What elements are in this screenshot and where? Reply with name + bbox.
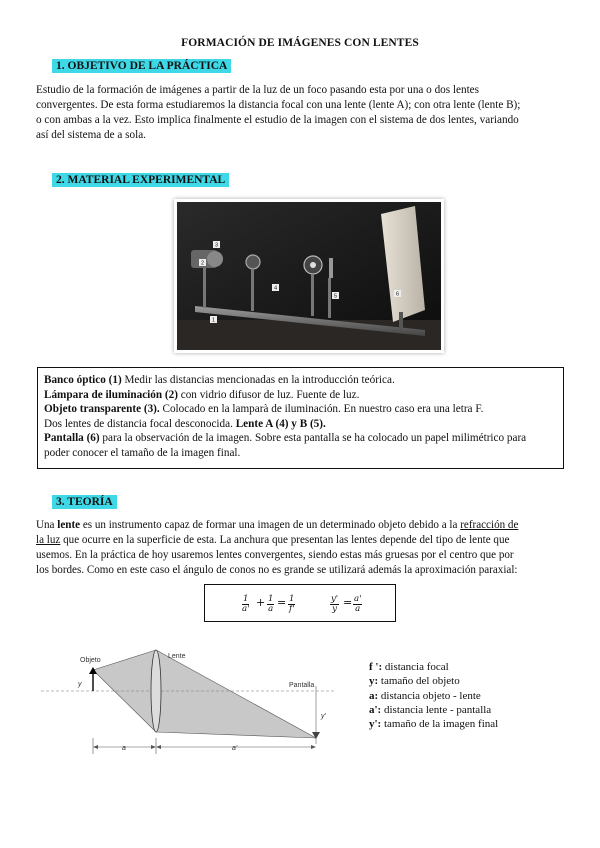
photo-label-5: 5 bbox=[334, 293, 338, 300]
label-a-prime: a' bbox=[232, 745, 238, 752]
variable-legend bbox=[369, 660, 498, 731]
frac-1-over-a-prime: $\frac{1}{a'}$ bbox=[242, 594, 250, 614]
frac-1-over-f-prime: $\frac{1}{f'}$ bbox=[288, 594, 295, 614]
lens-shape bbox=[151, 650, 161, 732]
page-title: FORMACIÓN DE IMÁGENES CON LENTES bbox=[181, 37, 419, 49]
teoria-paragraph bbox=[36, 518, 564, 578]
luz-link[interactable]: la luz bbox=[36, 534, 61, 546]
photo-label-3: 3 bbox=[215, 242, 219, 249]
teoria-line: la luz que ocurre en la superficie de esta. La anchura que presentan las lentes depende del tipo de lente que bbox=[36, 534, 510, 546]
optical-bench-illustration bbox=[177, 202, 441, 350]
legend-item: a: distancia objeto - lente bbox=[369, 689, 481, 702]
material-item: Lámpara de iluminación (2) con vidrio difusor de luz. Fuente de luz. bbox=[44, 388, 360, 401]
frac-y-prime-over-y: $\frac{y'}{y}$ bbox=[331, 594, 339, 614]
material-item: Pantalla (6) para la observación de la imagen. Sobre esta pantalla se ha colocado un papel milimétrico para bbox=[44, 432, 527, 445]
objetivo-line: Estudio de la formación de imágenes a partir de la luz de un foco pasando esta por una o dos lentes bbox=[36, 84, 480, 96]
label-y-prime: y' bbox=[321, 713, 326, 720]
label-y: y bbox=[78, 681, 82, 688]
objetivo-paragraph bbox=[36, 83, 564, 143]
material-item: poder conocer el tamaño de la imagen final. bbox=[44, 446, 241, 459]
label-lente: Lente bbox=[168, 653, 186, 660]
objetivo-line: así del sistema de a sola. bbox=[36, 129, 146, 141]
material-item: Dos lentes de distancia focal desconocida. Lente A (4) y B (5). bbox=[44, 417, 326, 430]
legend-item: a': distancia lente - pantalla bbox=[369, 703, 492, 716]
photo-label-6: 6 bbox=[396, 291, 400, 298]
legend-item: f ': distancia focal bbox=[369, 661, 449, 673]
material-list-box bbox=[37, 367, 564, 469]
image-ray-cone bbox=[156, 650, 316, 738]
photo-label-2: 2 bbox=[201, 260, 205, 267]
objetivo-line: o con ambas a la vez. Esto implica finalmente el estudio de la imagen con el sistema de dos lentes, variando bbox=[36, 114, 519, 126]
photo-label-1: 1 bbox=[212, 317, 216, 324]
photo-label-4: 4 bbox=[274, 285, 278, 292]
frac-a-prime-over-a: $\frac{a'}{a}$ bbox=[354, 594, 362, 614]
ray-diagram bbox=[36, 646, 336, 758]
legend-item: y': tamaño de la imagen final bbox=[369, 718, 499, 731]
material-item: Banco óptico (1) Medir las distancias mencionadas en la introducción teórica. bbox=[44, 374, 395, 386]
teoria-line: los bordes. Como en este caso el ángulo de conos no es grande se utilizará además la aproximación paraxial: bbox=[36, 564, 518, 576]
frac-1-over-a: $\frac{1}{a}$ bbox=[268, 594, 274, 614]
objetivo-line: convergentes. De esta forma estudiaremos la distancia focal con una lente (lente A); con otra lente (lente B); bbox=[36, 99, 521, 111]
section-heading-teoria: 3. TEORÍA bbox=[52, 495, 117, 509]
teoria-line: Una lente es un instrumento capaz de formar una imagen de un determinado objeto debido a la refracción de bbox=[36, 519, 519, 531]
lens-formula-box bbox=[204, 584, 396, 622]
equals-sign: = bbox=[277, 596, 287, 609]
material-item: Objeto transparente (3). Colocado en la lamparà de iluminación. En nuestro caso era una letra F. bbox=[44, 403, 484, 416]
label-pantalla: Pantalla bbox=[289, 682, 315, 689]
label-objeto: Objeto bbox=[80, 657, 101, 664]
optical-bench-photo bbox=[174, 199, 444, 353]
section-heading-material: 2. MATERIAL EXPERIMENTAL bbox=[52, 173, 229, 187]
refraccion-link[interactable]: refracción de bbox=[460, 519, 519, 531]
label-a: a bbox=[122, 745, 126, 752]
legend-item: y: tamaño del objeto bbox=[369, 675, 460, 688]
teoria-line: usemos. En la práctica de hoy usaremos lentes convergentes, siendo estas más gruesas por el centro que por bbox=[36, 549, 514, 561]
plus-sign: + bbox=[256, 596, 266, 609]
section-heading-objetivo: 1. OBJETIVO DE LA PRÁCTICA bbox=[52, 59, 231, 73]
equals-sign: = bbox=[343, 596, 353, 609]
